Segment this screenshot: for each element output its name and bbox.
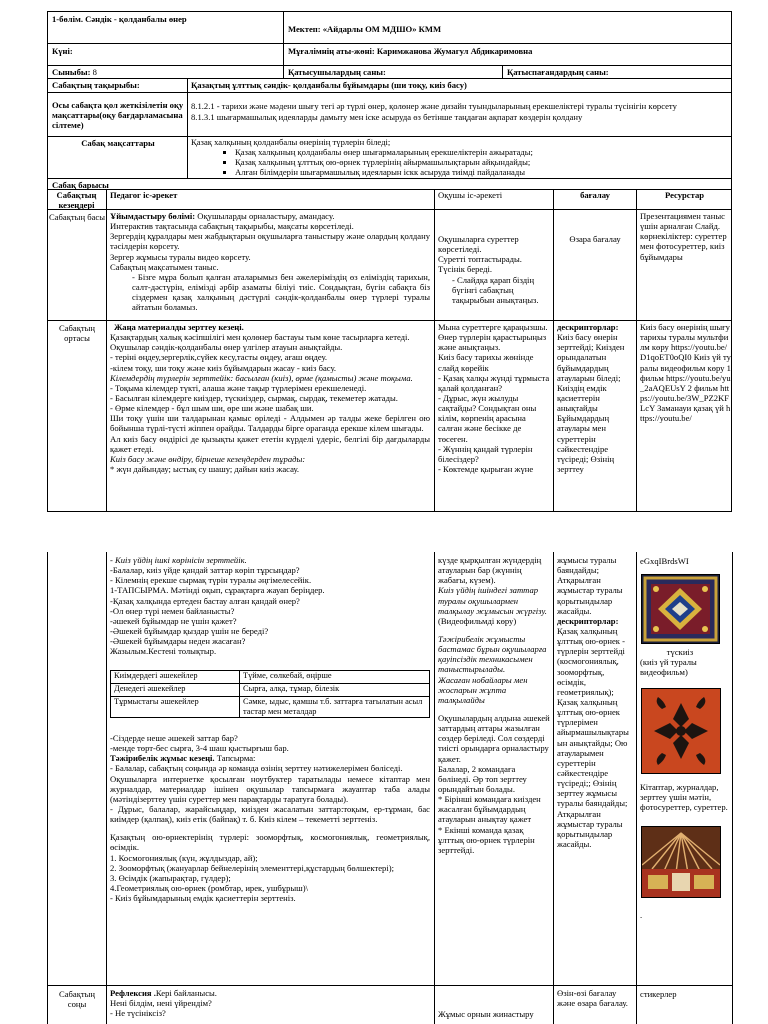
p2-line: - Кілемнің ерекше сырмақ түрін туралы әңгімелесейік. bbox=[110, 575, 312, 586]
middle-line: - Өрме кілемдер - бұл шым ши, өре ши және шабақ ши. bbox=[110, 403, 314, 414]
table-cell: Түйме, сөлкебай, өңірше bbox=[240, 671, 430, 684]
progress-title: Сабақ барысы bbox=[52, 180, 109, 190]
absent-label: Қатыспағандардың саны: bbox=[507, 67, 609, 77]
middle-student-line: - Қазақ халқы жүнді тұрмыста қалай қолданған? bbox=[438, 372, 550, 393]
middle-line: Кілемдердің түрлерін зерттейік: басылған (киіз), өрме (қамысты) және тоқыма. bbox=[110, 372, 413, 383]
yurt-icon bbox=[642, 827, 720, 897]
p2-res-top: eGxqIBrdsWI bbox=[640, 556, 689, 566]
end-teacher bbox=[110, 988, 430, 1024]
p2-res-bottom: Кітаптар, журналдар, зерттеу үшін мәтін, фотосуреттер, суреттер. bbox=[640, 782, 728, 813]
start-assess: Өзара бағалау bbox=[569, 234, 621, 244]
middle-line: Оқушылар сәндік-қолданбалы өнер үлгілер атауын анықтайды. bbox=[110, 342, 343, 353]
p2-student-line: * Бірінші командаға киізден жасалған бұйымдардың атауларын анықтау қажет bbox=[438, 794, 541, 825]
p2-res-caption-1: түскиіз bbox=[666, 647, 694, 657]
p2-line: 1-ТАПСЫРМА. Мәтінді оқып, сұрақтарға жауап беріңдер. bbox=[110, 585, 325, 596]
org-title: Ұйымдастыру бөлімі: bbox=[110, 211, 196, 221]
middle-assess-text: Киіз басу өнерін зерттейді; Киізден орындалатын бұйымдардың атауларын біледі; Киіздің емдік қасиеттерін анықтайды Бұйымдардың атаулары мен суреттерін сәйкестендіре түсіреді; Өзінің зерттеу bbox=[557, 332, 625, 474]
col-teacher: Педагог іс-әрекет bbox=[110, 190, 178, 200]
p2-student-line: * Екінші команда қазақ ұлттық ою-өрнек түрлерін зерттейді. bbox=[438, 824, 535, 855]
p2-teacher bbox=[110, 555, 430, 665]
research-line: Оқушыларға интернетке қосылған ноутбуктер таратылады немесе кітаптар мен журналдар, материалдар ішінен оқушылар тапсырмаға жауаптар таба алады (мәтіндізерттеу үшін суреттер мен парақтарды таратуға болады). bbox=[110, 773, 430, 804]
teacher-name: Мұғалімнің аты-жөні: Каримжанова Жумагул Абдикаримовна bbox=[288, 46, 533, 56]
start-line: Зергердің құралдары мен жабдықтарын оқушыларға таныстыру және олардың қолдану тәсілдерін көрсету. bbox=[110, 231, 430, 252]
middle-student bbox=[438, 322, 550, 510]
col-student: Оқушы іс-әрекеті bbox=[438, 190, 503, 200]
ornament-felt-image bbox=[641, 688, 721, 774]
middle-teacher bbox=[110, 322, 430, 510]
ornament-item: - Киіз бұйымдарының емдік қасиеттерін зерттеніз. bbox=[110, 893, 296, 904]
middle-line: - Тоқыма кілемдер түкті, алаша және тақыр түрлерімен ерекшеленеді. bbox=[110, 382, 367, 393]
p2-after-table: -менде төрт-бес сырға, 3-4 шаш қыстырғыш бар. bbox=[110, 743, 289, 754]
start-line: Зергер жұмысы туралы видео көрсету. bbox=[110, 251, 251, 262]
middle-student-line: Мына суреттерге қараңызшы. bbox=[438, 322, 548, 332]
middle-line: Қазақтардың халық кәсіпшілігі мен қолөнер бастауы тым көне тасырларға кетеді. bbox=[110, 332, 410, 343]
research-line: - Балалар, сабақтың соңында әр команда өзінің зерттеу нәтижелерімен бөліседі. bbox=[110, 763, 403, 774]
present-label: Қатысушылардың саны: bbox=[288, 67, 386, 77]
p2-title-line: - Киіз үйдің ішкі көрінісін зерттейік. bbox=[110, 555, 247, 565]
start-resources: Презентациямен таныс үшін арналған Слайд. көрнекіліктер: суреттер мен фотосуреттер, киіз бұйымдары bbox=[640, 211, 727, 262]
end-title-rest: Кері байланысы. bbox=[155, 988, 217, 998]
stage-end: Сабақтың соңы bbox=[58, 989, 96, 1010]
start-student-line: - Слайдқа қарап біздің бүгінгі сабақтың тақырыбын анықтаңыз. bbox=[452, 274, 539, 305]
col-assess: бағалау bbox=[580, 190, 610, 200]
middle-line: - теріні өңдеу,зергерлік,сүйек кесу,тасты өңдеу, ағаш өңдеу. bbox=[110, 352, 328, 363]
p2-line: -Әшекей бұйымдар қыздар үшін не береді? bbox=[110, 625, 269, 636]
middle-line: Киіз басу және өндіру, бірнеше кезеңдерден тұрады: bbox=[110, 453, 306, 464]
table-row bbox=[111, 697, 430, 718]
objective-item: ▪ Қазақ халқының қолданбалы өнер шығармаларының ерекшеліктерін ажыратады; bbox=[235, 147, 729, 157]
end-assess: Өзін-өзі бағалау және өзара бағалау. bbox=[557, 988, 628, 1009]
ornament-item: 3. Өсімдік (жапырақтар, гүлдер); bbox=[110, 872, 231, 883]
research-task: Тапсырма: bbox=[214, 753, 256, 764]
stage-middle: Сабақтың ортасы bbox=[58, 323, 96, 344]
middle-line: Ал киіз басу өндірісі де қызықты қажет ететін күрделі үдеріс, белгілі бір дағдыларды қажет етеді. bbox=[110, 433, 430, 454]
tuskiiz-image bbox=[641, 574, 720, 644]
objective-item: ▪ Алған білімдерін шығармашылық идеяларын іскк асыруда тиімді пайдаланады bbox=[235, 167, 729, 177]
start-line: Сабақтың мақсатымен таныс. bbox=[110, 261, 219, 272]
jewelry-table bbox=[110, 670, 430, 718]
table-cell: Сырға, алқа, тұмар, білезік bbox=[240, 684, 430, 697]
start-student-line: Түсінік береді. bbox=[438, 264, 493, 275]
class-field bbox=[52, 67, 280, 77]
p2-line: -Ол өнер түрі немен байланысты? bbox=[110, 605, 235, 616]
p2-line: -Балалар, киіз үйде қандай заттар көріп тұрсыңдар? bbox=[110, 565, 300, 576]
ornament-item: 2. Зооморфтық (жануарлар бейнелерінің элементтері,құстардың бөлшектері); bbox=[110, 862, 394, 873]
middle-line: * жүн дайындау; ыстық су шашу; дайын киіз жасау. bbox=[110, 463, 300, 474]
ornament-intro: Қазақтың ою-өрнектерінің түрлері: зооморфтық, космогониялық, геометриялық, өсімдік. bbox=[110, 832, 430, 853]
p2-student-line: Тәжірибелік жұмысты бастамас бұрын оқушыларға қауіпсіздік техникасымен таныстырылады. bbox=[438, 633, 547, 675]
goal-1: 8.1.2.1 - тарихи және мәдени шығу тегі әр түрлі өнер, қолөнер және дизайн туындыларының ерекшеліктері туралы түсінігін көрсету bbox=[191, 101, 677, 111]
middle-student-line: Өнер түрлерін қарастырыңыз және анықтаңыз. bbox=[438, 332, 547, 353]
p2-assess-title: дескрипторлар: bbox=[557, 615, 619, 626]
p2-student-line: Оқушылардың алдына әшекей заттардың аттары жазылған сөздер беріледі. Сол сөздерді тиісті орындарға орналастыру қажет. bbox=[438, 712, 550, 764]
class-label: Сыныбы: bbox=[52, 67, 91, 77]
table-row bbox=[111, 671, 430, 684]
start-line: Интерактив тақтасында сабақтың тақырыбы, мақсаты көрсетіледі. bbox=[110, 221, 354, 232]
topic-label: Сабақтың тақырыбы: bbox=[52, 80, 140, 90]
p2-student-line: Балалар, 2 командаға бөлінеді. Әр топ зерттеу орындайтын болады. bbox=[438, 763, 527, 794]
end-line: - Не түсініксіз? bbox=[110, 1008, 166, 1019]
p2-line: -әшекей бұйымдар не үшін қажет? bbox=[110, 615, 237, 626]
research-line: - Дұрыс, балалар, жарайсыңдар, киізден жасалатын заттар:тоқым, ер-тұрман, бас киімдер (қалпақ), киіз етік (байпақ) т. б. Киіз кілем – текеметті зерттеніз. bbox=[110, 803, 430, 825]
p2-student-line: (Видеофильмді көру) bbox=[438, 615, 517, 626]
p2-assess-text: жұмысы туралы баяндайды; Атқарылған жұмыстар туралы қорытындылар жасайды. bbox=[557, 555, 623, 616]
p2-student-line: Киіз үйдің ішіндегі заттар туралы оқушылармен талқылау жұмысын жүргізу. bbox=[438, 585, 547, 616]
table-cell: Тұрмыстағы әшекейлер bbox=[111, 697, 240, 718]
middle-resources: Киіз басу өнерінің шығу тарихы туралы мультфилм көру https://youtu.be/D1qoET0oQI0 Киіз үй туралы видеофильм көру 1 фильм https://youtu.be/yu_2aAQEUsY 2 фильм https://youtu.be/3W_PZ2KFLcY Заманауи қазақ үй https://youtu.be/ bbox=[640, 322, 731, 424]
start-student-line: Суретті топтастырады. bbox=[438, 254, 522, 265]
p2-student-line: күзде қырқылған жүндердің атауларын бар (жүннің жабағы, күзем). bbox=[438, 555, 542, 586]
end-student: Жұмыс орнын жинастыру bbox=[438, 1009, 534, 1019]
end-title: Рефлексия . bbox=[110, 988, 156, 998]
objectives-intro: Қазақ халқының қолданбалы өнерінің түрлерін біледі; bbox=[191, 137, 391, 147]
middle-line: -кілем тоқу, ши тоқу және киіз бұйымдарын жасау - киіз басу. bbox=[110, 362, 337, 373]
start-bullet: - Бізге мұра болып қалған аталарымыз бен әжелеріміздің өз еліміздің тарихын, салт-дәстүрін, елімізді әрбір азаматы біліуі тиіс. Сондықтан, бүгін сабақта біз сіздермен қазақ халқының дәстүрлі сәндік-қолданбалы өнер түрлері туралы айтатын боламыз. bbox=[132, 271, 430, 313]
middle-title: Жаңа материалды зерттеу кезеңі. bbox=[114, 322, 244, 332]
start-student bbox=[438, 234, 550, 305]
p2-assess-text-2: Қазақ халқының ұлттық ою-өрнек - түрлерін зерттейді (космогониялық, зооморфтық, өсімдік, геометриялық); Қазақ халқының ұлттық ою-өрнек түрлерімен айырмашылықтары ын анықтайды; Ою атауларымен суреттерін сәйкестендіре түсіреді;; Өзінің зерттеу жұмысы туралы баяндайды; Атқарылған жұмыстар туралы қорытындылар жасайды. bbox=[557, 625, 629, 849]
middle-assess bbox=[557, 322, 635, 510]
end-line: Нені білдім, нені үйрендім? bbox=[110, 998, 212, 1009]
end-resources: стикерлер bbox=[640, 989, 677, 999]
stage-start: Сабақтың басы bbox=[49, 212, 105, 222]
ornament-icon bbox=[642, 689, 720, 773]
ornament-item: 1. Космогониялық (күн, жұлдыздар, ай); bbox=[110, 852, 258, 863]
class-value: 8 bbox=[92, 67, 97, 77]
research-title: Тәжірибелік жұмыс кезеңі. bbox=[110, 753, 215, 764]
start-teacher bbox=[110, 211, 430, 312]
p2-res-dot: . bbox=[640, 910, 643, 920]
objectives bbox=[191, 137, 729, 178]
col-stage: Сабақтың кезеңдері bbox=[56, 190, 97, 211]
p2-after-table: -Сіздерде неше әшекей заттар бар? bbox=[110, 733, 238, 743]
middle-student-line: Киіз басу тарихы жөнінде слайд көрейік bbox=[438, 352, 534, 373]
start-bullet-text: Бізге мұра болып қалған аталарымыз бен әжелеріміздің өз еліміздің тарихын, салт-дәстүрін, елімізді әрбір азаматы біліуі тиіс. Сондықтан, бүгін сабақта біз сіздермен қазақ халқының дәстүрлі сәндік-қолданбалы өнер түрлері туралы айтатын боламыз. bbox=[132, 271, 430, 313]
table-cell: Денедегі әшекейлер bbox=[111, 684, 240, 697]
p2-assess bbox=[557, 555, 635, 983]
middle-student-line: - Дұрыс, жүн жылуды сақтайды? Сондықтан оны кілім, көрпенің арасына салған және бесікке де төсеген. bbox=[438, 392, 537, 444]
section-title: 1-бөлім. Сәндік - қолданбалы өнер bbox=[52, 14, 187, 24]
middle-student-line: - Көктемде қырыған жүне bbox=[438, 463, 534, 474]
start-student-line: Оқушыларға суреттер көрсетіледі. bbox=[438, 234, 519, 255]
middle-line: - Басылған кілемдерге киіздер, түскиіздер, сырмақ, сырдақ, текеметер жатады. bbox=[110, 392, 398, 403]
p2-line: -Қазақ халқында ертеден бастау алған қандай өнер? bbox=[110, 595, 300, 606]
topic: Қазақтың ұлттық сәндік- қолданбалы бұйымдары (ши тоқу, киіз басу) bbox=[191, 80, 467, 90]
yurt-interior-image bbox=[641, 826, 721, 898]
middle-student-line: - Жүннің қандай түрлерін білесіздер? bbox=[438, 443, 533, 464]
middle-line: Ши тоқу үшін ши талдарынан қамыс өріледі - Алдымен әр талды жеке берілген ою бойынша түрлі-түсті жіппен орайды. Талдарды бірге ораганда ерекше кілем шығады. bbox=[110, 413, 430, 434]
objective-item: ▪ Қазақ халқының ұлттық ою-өрнек түрлерінің айырмашылықтарын айқындайды; bbox=[235, 157, 729, 167]
p2-line: -Әшекей бұйымдары неден жасаған? bbox=[110, 636, 246, 647]
table-cell: Сәмке, ыдыс, қамшы т.б. заттарға тағылатын асыл тастар мен металдар bbox=[240, 697, 430, 718]
goal-2: 8.1.3.1 шығармашылық идеяларды дамыту мен іске асыруда өз бетінше таңдаған ақпарат көздерін қолдану bbox=[191, 112, 583, 122]
goals-label: Осы сабақта қол жеткізілетін оқу мақсаттары(оқу бағдарламасына сілтеме) bbox=[52, 100, 184, 131]
p2-line: Жазылым.Кестені толықтыр. bbox=[110, 646, 217, 657]
school-name: Мектеп: «Айдарлы ОМ МДШО» КММ bbox=[288, 24, 442, 34]
carpet-pattern-icon bbox=[642, 575, 719, 643]
col-resources: Ресурстар bbox=[664, 190, 705, 200]
table-row bbox=[111, 684, 430, 697]
org-text: Оқушыларды орналастыру, амандасу. bbox=[195, 211, 335, 221]
p2-student-line: Жасаған нобайлары мен жоспарын жұпта талқылайды bbox=[438, 674, 528, 705]
date-label: Күні: bbox=[52, 46, 73, 56]
table-cell: Киімдердегі әшекейлер bbox=[111, 671, 240, 684]
ornament-item: 4.Геометриялық ою-өрнек (ромбтар, ирек, ушбұрыш)\ bbox=[110, 882, 309, 893]
p2-res-caption-2: (киіз үй туралы видеофильм) bbox=[640, 657, 697, 678]
objectives-label: Сабақ мақсаттары bbox=[81, 138, 155, 148]
middle-assess-title: дескрипторлар: bbox=[557, 322, 619, 332]
p2-student bbox=[438, 555, 550, 983]
p2-teacher-bottom bbox=[110, 733, 430, 983]
